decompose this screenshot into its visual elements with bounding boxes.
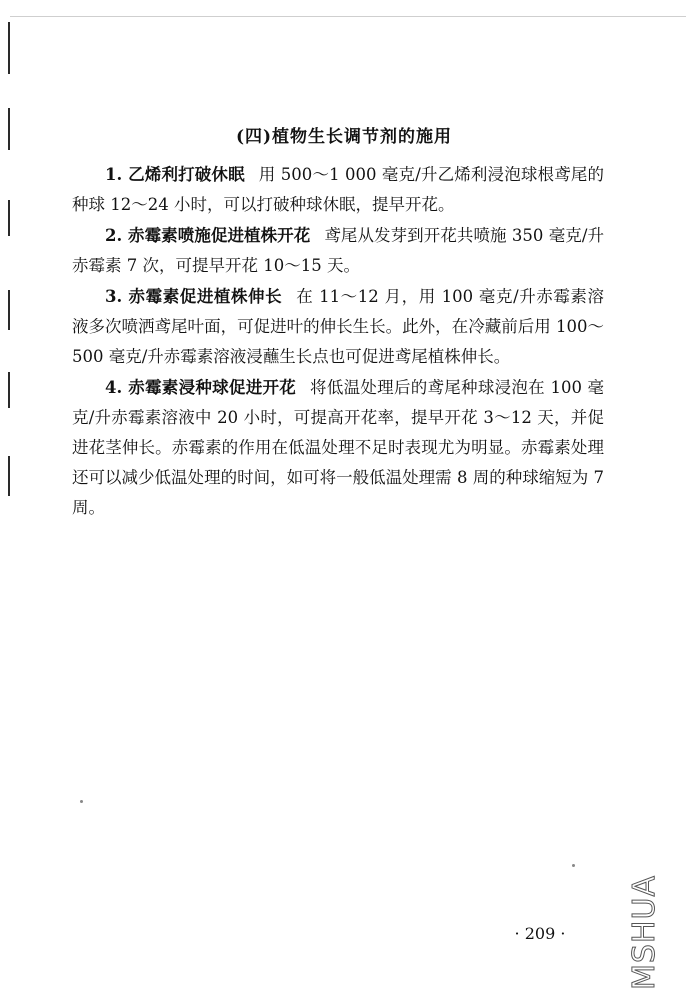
scan-edge-line [10,16,686,17]
paragraph-ga-spray [72,221,604,281]
paragraph-ga-elongation [72,282,604,372]
watermark-logo: MSHUA [627,875,662,990]
binding-mark [8,372,10,408]
scan-speck [80,800,83,803]
paragraph-heading: 3. 赤霉素促进植株伸长 [105,287,283,306]
paragraph-body: 将低温处理后的鸢尾种球浸泡在 100 毫克/升赤霉素溶液中 20 小时，可提高开花率，提早开花 3～12 天，并促进花茎伸长。赤霉素的作用在低温处理不足时表现尤为明显。赤霉素处理还可以减少低温处理的时间，如可将一般低温处理需 8 周的种球缩短为 7 周。 [72,378,604,517]
paragraph-heading: 1. 乙烯利打破休眠 [105,165,245,184]
section-title: (四)植物生长调节剂的施用 [235,127,453,147]
paragraph-heading: 4. 赤霉素浸种球促进开花 [105,378,297,397]
paragraph-ethephon [72,160,604,220]
body-text [72,160,604,524]
paragraph-heading: 2. 赤霉素喷施促进植株开花 [105,226,311,245]
paragraph-body: 用 500～1 000 毫克/升乙烯利浸泡球根鸢尾的种球 12～24 小时，可以打破种球休眠，提早开花。 [72,165,604,214]
page-number: · 209 · [514,924,566,943]
scan-speck [572,864,575,867]
binding-mark [8,290,10,330]
binding-mark [8,22,10,74]
paragraph-body: 鸢尾从发芽到开花共喷施 350 毫克/升赤霉素 7 次，可提早开花 10～15 天。 [72,226,604,275]
binding-mark [8,456,10,496]
paragraph-ga-soak [72,373,604,523]
paragraph-body: 在 11～12 月，用 100 毫克/升赤霉素溶液多次喷洒鸢尾叶面，可促进叶的伸长生长。此外，在冷藏前后用 100～500 毫克/升赤霉素溶液浸蘸生长点也可促进鸢尾植株伸长。 [72,287,604,366]
binding-mark [8,200,10,236]
